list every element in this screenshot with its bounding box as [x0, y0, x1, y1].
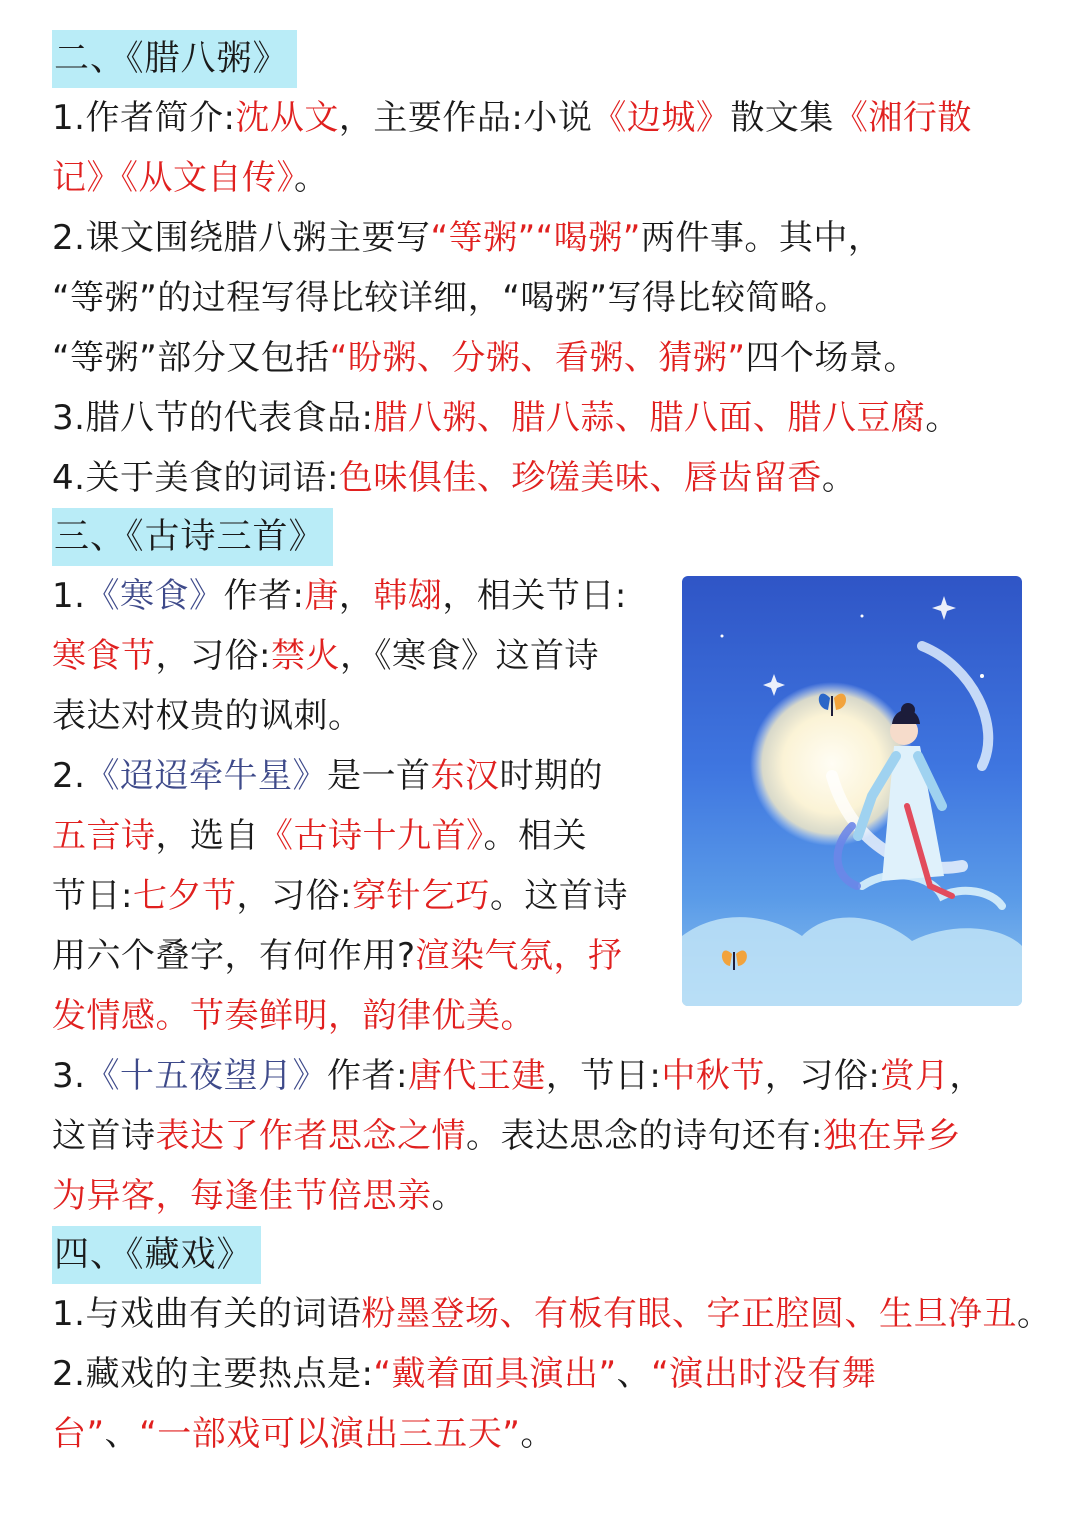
text-span: 4.关于美食的词语:	[52, 458, 339, 498]
highlight-span: 赏月	[880, 1056, 950, 1096]
highlight-span: 台”	[52, 1414, 105, 1454]
text-span: 作者:	[223, 576, 305, 616]
highlight-span: 表达了作者思念之情	[155, 1116, 466, 1156]
highlight-span: 发情感。节奏鲜明，韵律优美。	[52, 996, 535, 1036]
text-span: 1.	[52, 576, 86, 616]
text-line	[52, 746, 672, 806]
highlight-span: 沈从文	[235, 98, 339, 138]
text-span: 节日:	[52, 876, 133, 916]
highlight-span: 东汉	[430, 756, 500, 796]
highlight-span: 五言诗	[52, 816, 156, 856]
text-line	[52, 1106, 1042, 1166]
text-span: 1.作者简介:	[52, 98, 236, 138]
poems-block	[52, 566, 1042, 1226]
text-span: 。	[520, 1414, 555, 1454]
text-span: 表达对权贵的讽刺。	[52, 696, 363, 736]
section-la-ba-zhou	[52, 30, 1042, 508]
text-span: 2.	[52, 756, 86, 796]
text-span: ，《寒食》这首诗	[339, 636, 599, 676]
highlight-span: 七夕节	[132, 876, 237, 916]
text-span: 是一首	[326, 756, 431, 796]
highlight-span: 《湘行散	[833, 98, 972, 138]
highlight-span: 《古诗十九首》	[259, 816, 484, 856]
section-heading: 三、《古诗三首》	[52, 508, 333, 566]
highlight-span: “等粥”“喝粥”	[430, 218, 641, 258]
text-line	[52, 686, 672, 746]
poem-title: 《寒食》	[85, 576, 224, 616]
text-span: 3.	[52, 1056, 86, 1096]
text-line	[52, 448, 1042, 508]
text-span: ，习俗:	[155, 636, 271, 676]
text-line	[52, 866, 672, 926]
text-span: “等粥”的过程写得比较详细，“喝粥”写得比较简略。	[52, 278, 849, 318]
section-heading: 四、《藏戏》	[52, 1226, 261, 1284]
section-heading: 二、《腊八粥》	[52, 30, 297, 88]
highlight-span: 唐代王建	[407, 1056, 546, 1096]
text-span: ，	[949, 1056, 984, 1096]
text-span: 时期的	[499, 756, 603, 796]
text-line	[52, 1046, 1042, 1106]
text-span: 3.腊八节的代表食品:	[52, 398, 374, 438]
text-line	[52, 148, 1042, 208]
highlight-span: 腊八粥、腊八蒜、腊八面、腊八豆腐	[373, 398, 926, 438]
text-span: 两件事。其中，	[640, 218, 883, 258]
text-line	[52, 88, 1042, 148]
text-span: 2.课文围绕腊八粥主要写	[52, 218, 431, 258]
text-span: 。	[431, 1176, 466, 1216]
highlight-span: “戴着面具演出”	[373, 1354, 617, 1394]
text-span: 、	[104, 1414, 140, 1454]
highlight-span: 粉墨登场、有板有眼、字正腔圆、生旦净丑	[361, 1294, 1017, 1334]
highlight-span: 唐	[304, 576, 339, 616]
text-line	[52, 566, 672, 626]
fairy-moon-illustration	[682, 576, 1022, 1006]
poems-text	[52, 566, 984, 1226]
text-span: ，节日:	[545, 1056, 662, 1096]
text-span: 。相关	[483, 816, 587, 856]
highlight-span: 《边城》	[592, 98, 731, 138]
highlight-span: 为异客，每逢佳节倍思亲	[52, 1176, 432, 1216]
highlight-span: 记》《从文自传》	[52, 158, 294, 198]
text-span: ，习俗:	[764, 1056, 881, 1096]
highlight-span: “盼粥、分粥、看粥、猜粥”	[329, 338, 746, 378]
highlight-span: 寒食节	[52, 636, 156, 676]
text-span: ，选自	[155, 816, 259, 856]
star-icon	[721, 596, 985, 696]
poem-title: 《十五夜望月》	[85, 1056, 327, 1096]
text-line	[52, 1284, 1052, 1344]
text-span: ，主要作品:小说	[338, 98, 593, 138]
text-span: 。表达思念的诗句还有:	[466, 1116, 823, 1156]
text-span: 、	[616, 1354, 652, 1394]
text-span: 2.藏戏的主要热点是:	[52, 1354, 374, 1394]
highlight-span: 韩翃	[373, 576, 443, 616]
highlight-span: “一部戏可以演出三五天”	[139, 1414, 521, 1454]
text-line	[52, 986, 672, 1046]
highlight-span: 禁火	[270, 636, 340, 676]
text-span: 这首诗	[52, 1116, 156, 1156]
text-span: 。	[925, 398, 960, 438]
cloud-icon	[682, 875, 1022, 1006]
text-line	[52, 328, 1042, 388]
text-span: 。	[1016, 1294, 1052, 1334]
text-span: 散文集	[730, 98, 834, 138]
text-span: 。	[294, 158, 329, 198]
text-span: “等粥”部分又包括	[52, 338, 330, 378]
highlight-span: 独在异乡	[822, 1116, 961, 1156]
text-line	[52, 1404, 1042, 1464]
document-page	[52, 30, 1052, 1464]
section-ancient-poems	[52, 508, 1042, 1226]
highlight-span: 中秋节	[661, 1056, 765, 1096]
highlight-span: 穿针乞巧	[351, 876, 490, 916]
text-line	[52, 926, 672, 986]
text-span: 作者:	[326, 1056, 408, 1096]
text-span: 。	[821, 458, 857, 498]
highlight-span: “演出时没有舞	[651, 1354, 877, 1394]
text-span: ，相关节日:	[442, 576, 627, 616]
text-line	[52, 268, 1042, 328]
highlight-span: 色味俱佳、珍馐美味、唇齿留香	[338, 458, 822, 498]
text-span: 四个场景。	[745, 338, 918, 378]
section-zang-xi	[52, 1226, 1052, 1464]
text-span: 用六个叠字，有何作用?	[52, 936, 416, 976]
text-line	[52, 1344, 1042, 1404]
text-line	[52, 806, 672, 866]
poem-title: 《迢迢牵牛星》	[85, 756, 327, 796]
text-span: ，	[338, 576, 374, 616]
text-span: 。这首诗	[489, 876, 628, 916]
text-line	[52, 388, 1042, 448]
illustration-svg	[682, 576, 1022, 1006]
text-line	[52, 626, 672, 686]
text-line	[52, 208, 1042, 268]
highlight-span: 渲染气氛，抒	[415, 936, 623, 976]
text-line	[52, 1166, 1042, 1226]
text-span: ，习俗:	[236, 876, 352, 916]
text-span: 1.与戏曲有关的词语	[52, 1294, 362, 1334]
